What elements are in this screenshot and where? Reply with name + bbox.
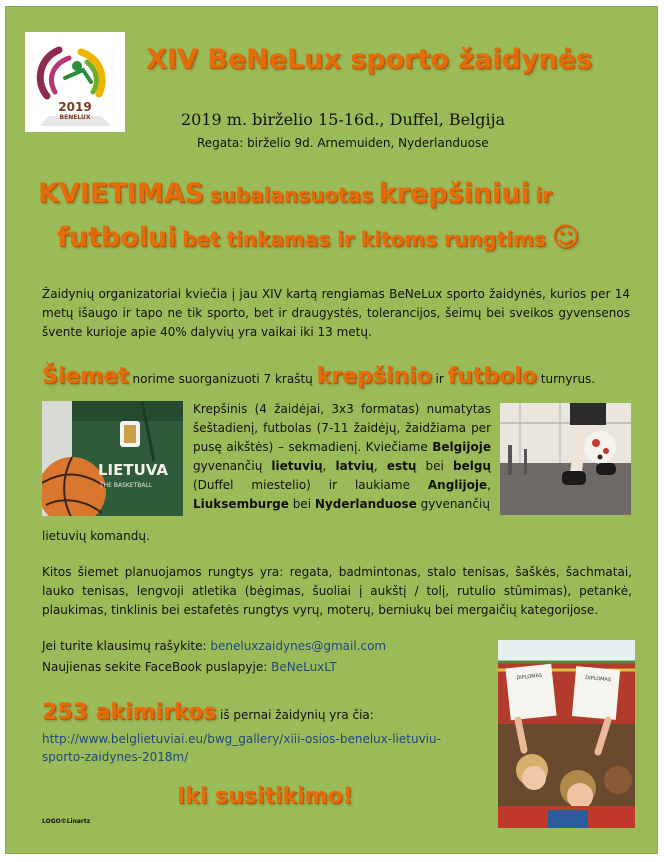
siemet-ir: ir (435, 372, 444, 386)
facebook-link[interactable]: BeNeLuxLT (271, 660, 337, 674)
siemet-text: norime suorganizuoti 7 kraštų (132, 372, 313, 386)
contact-facebook-line (42, 660, 337, 674)
contact-email-line (42, 639, 386, 653)
event-title: XIV BeNeLux sporto žaidynės (146, 44, 593, 75)
kids-photo-graphic (498, 640, 635, 828)
invite-word-rest: bet tinkamas ir kitoms rungtims (182, 227, 546, 251)
contact-email-label: Jei turite klausimų rašykite: (42, 639, 207, 653)
tournament-text-1: Krepšinis (4 žaidėjai, 3x3 formatas) numatytas šeštadienį, futbolas (7-11 žaidėjų, žaidžiama per pusę aikštės) – sekmadienį. Kviečiame (193, 402, 491, 454)
gallery-heading (42, 700, 374, 725)
closing-text: Iki susitikimo! (177, 784, 353, 809)
smiley-icon: ☺ (551, 222, 580, 253)
nation-lietuviu: lietuvių (271, 459, 323, 473)
invite-word-krepsiniui: krepšiniui (378, 178, 530, 209)
invitation-heading-line1 (38, 178, 552, 209)
logo-sub: BENELUX (59, 114, 91, 121)
football-photo-graphic (500, 403, 631, 515)
jersey-subtext: THE BASKETBALL (100, 482, 153, 489)
tournament-text-3: bei (425, 459, 444, 473)
tournament-paragraph: Krepšinis (4 žaidėjai, 3x3 formatas) numatytas šeštadienį, futbolas (7-11 žaidėjų, žaidžiama per pusę aikštės) – sekmadienį. Kviečiame Belgijoje gyvenančių lietuvių, latvių, estų bei belgų (Duffel miestelio) ir laukiame Anglijoje, Liuksemburge bei Nyderlanduose gyvenančių (193, 402, 491, 511)
kids-photo (498, 640, 635, 828)
tournament-text-5: bei (292, 497, 312, 511)
tournament-paragraph-end: lietuvių komandų. (42, 529, 150, 543)
invitation-heading-line2 (57, 222, 580, 253)
football-photo (500, 403, 631, 515)
invite-word-subalansuotas: subalansuotas (209, 183, 373, 207)
tournament-text-6: gyvenančių (420, 497, 490, 511)
tournament-text-4: (Duffel miestelio) ir laukiame (193, 478, 410, 492)
siemet-word: Šiemet (42, 364, 129, 389)
country-liuksemburgas: Liuksemburge (193, 497, 289, 511)
other-sports-paragraph: Kitos šiemet planuojamos rungtys yra: regata, badmintonas, stalo tenisas, šaškės, šachmatai, lauko tenisas, lengvoji atletika (bėgimas, šuoliai į aukštį / tolį, rutulio stūmimas), petankė, plaukimas, tinklinis bei estafetės rungtys vyrų, moterų, berniukų bei mergaičių kategorijose. (42, 565, 632, 617)
nation-latviu: latvių (335, 459, 374, 473)
logo-credit: LOGO©Linartz (42, 818, 91, 825)
krepsinio-word: krepšinio (316, 364, 432, 389)
gallery-count: 253 akimirkos (42, 700, 217, 725)
invite-word-futbolui: futbolui (57, 222, 177, 253)
country-nyderlandai: Nyderlanduose (314, 497, 417, 511)
nation-estu: estų (386, 459, 417, 473)
jersey-text: LIETUVA (98, 461, 168, 479)
diploma-label-2: DIPLOMAS (585, 675, 612, 684)
regata-info: Regata: birželio 9d. Arnemuiden, Nyderlanduose (197, 136, 489, 150)
nation-belgu: belgų (452, 459, 491, 473)
basketball-photo-graphic (42, 401, 183, 516)
tournament-text-2: gyvenančių (193, 459, 263, 473)
intro-paragraph: Žaidynių organizatoriai kviečia į jau XIV kartą rengiamas BeNeLux sporto žaidynės, kurios per 14 metų išaugo ir tapo ne tik sporto, bet ir draugystės, tolerancijos, šeimų bei sveikos gyvensenos švente kurioje apie 40% dalyvių yra vaikai iki 13 metų. (42, 287, 630, 339)
tournament-heading (42, 364, 632, 389)
country-anglija: Anglijoje (427, 478, 488, 492)
invite-word-kvietimas: KVIETIMAS (38, 178, 204, 209)
contact-facebook-label: Naujienas sekite FaceBook puslapyje: (42, 660, 268, 674)
country-belgija: Belgijoje (432, 440, 491, 454)
siemet-end: turnyrus. (540, 372, 596, 386)
contact-email-link[interactable]: beneluxzaidynes@gmail.com (210, 639, 387, 653)
invite-word-ir: ir (535, 183, 553, 207)
gallery-link[interactable]: http://www.belglietuviai.eu/bwg_gallery/xiii-osios-benelux-lietuviu-sporto-zaidynes-2018m/ (42, 732, 441, 764)
event-date-location: 2019 m. birželio 15-16d., Duffel, Belgija (181, 110, 506, 129)
logo-year: 2019 (58, 100, 92, 114)
benelux-logo (25, 32, 125, 132)
gallery-label: iš pernai žaidynių yra čia: (220, 708, 374, 722)
basketball-photo (42, 401, 183, 516)
futbolo-word: futbolo (447, 364, 537, 389)
diploma-label-1: DIPLOMAS (516, 672, 543, 682)
